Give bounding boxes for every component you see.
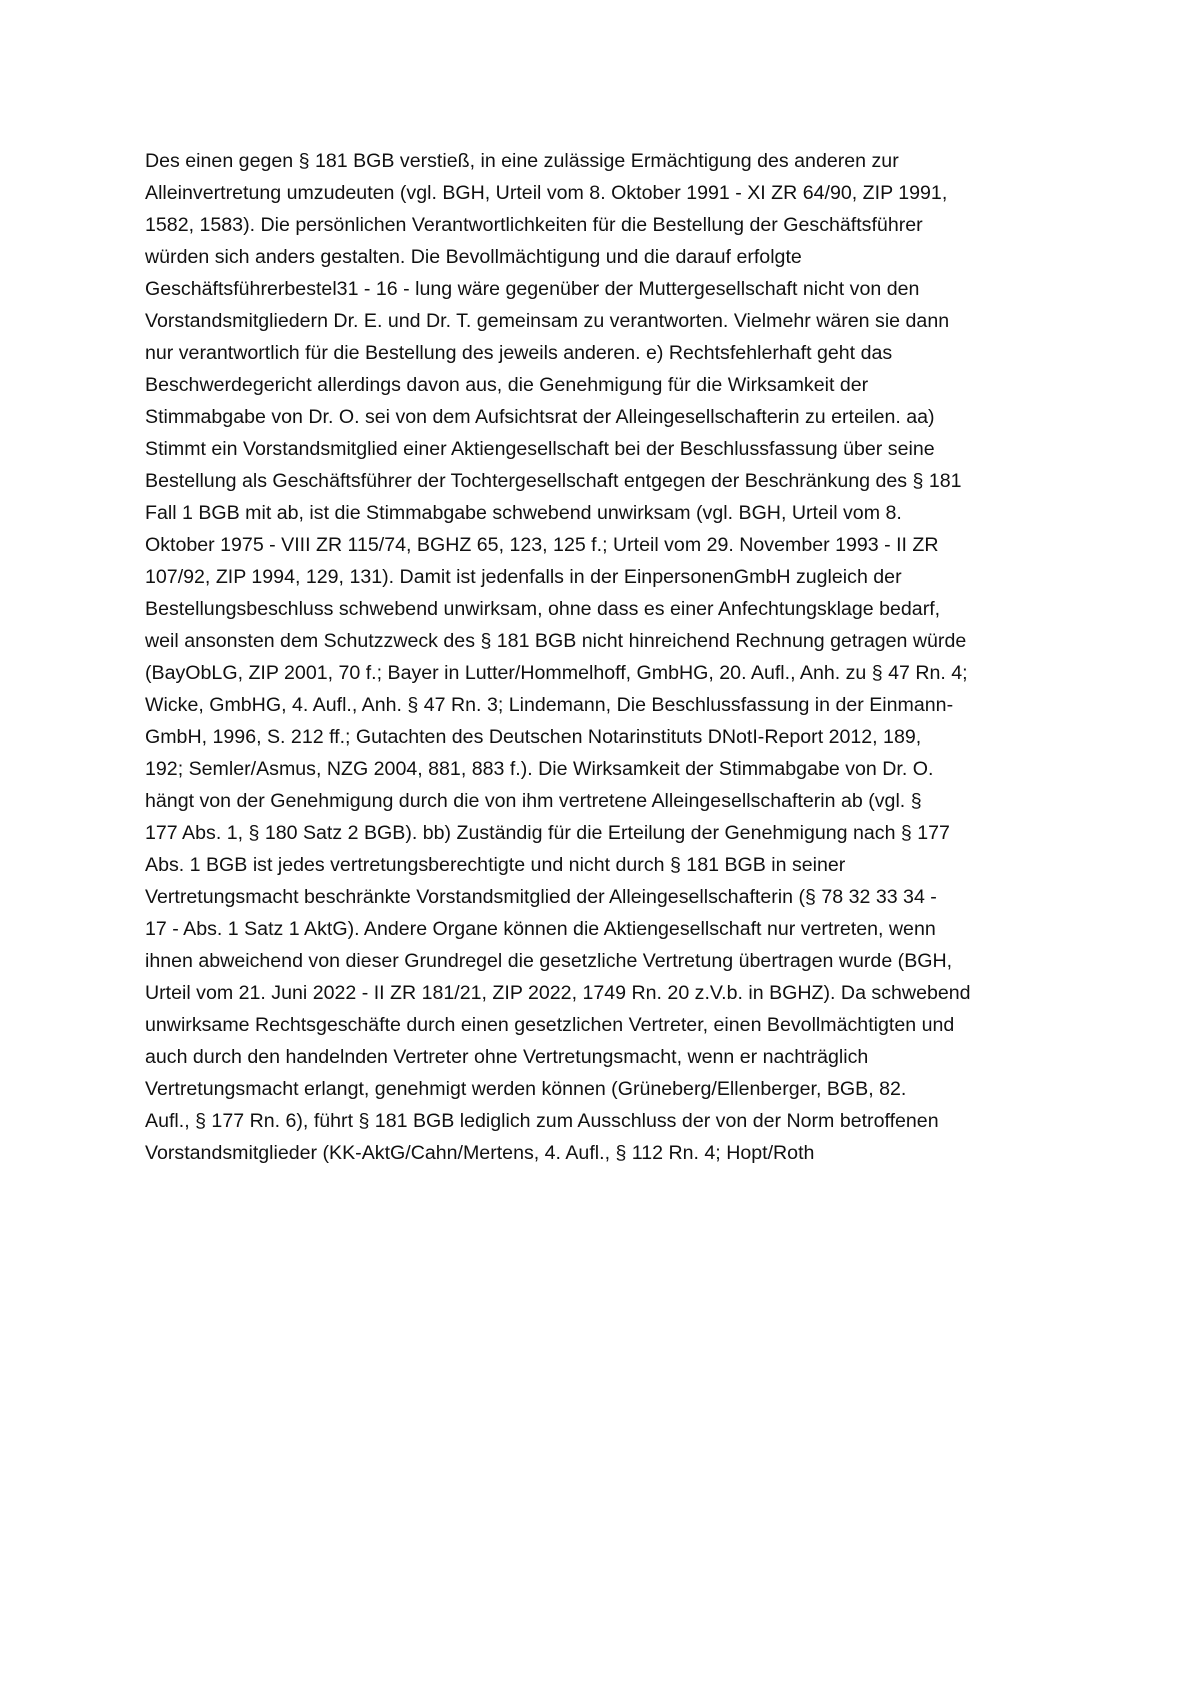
text-line: hängt von der Genehmigung durch die von ihm vertretene Alleingesellschafterin ab (vgl. § [145, 790, 922, 812]
text-line: Stimmt ein Vorstandsmitglied einer Aktiengesellschaft bei der Beschlussfassung über seine [145, 438, 935, 460]
text-line: 17 - Abs. 1 Satz 1 AktG). Andere Organe können die Aktiengesellschaft nur vertreten, wenn [145, 918, 936, 940]
text-line: Fall 1 BGB mit ab, ist die Stimmabgabe schwebend unwirksam (vgl. BGH, Urteil vom 8. [145, 502, 902, 524]
text-line: Vorstandsmitgliedern Dr. E. und Dr. T. gemeinsam zu verantworten. Vielmehr wären sie dann [145, 310, 950, 332]
text-line: 192; Semler/Asmus, NZG 2004, 881, 883 f.). Die Wirksamkeit der Stimmabgabe von Dr. O. [145, 758, 934, 780]
text-line: (BayObLG, ZIP 2001, 70 f.; Bayer in Lutter/Hommelhoff, GmbHG, 20. Aufl., Anh. zu § 47 Rn. 4; [145, 662, 968, 684]
text-line: Vorstandsmitglieder (KK-AktG/Cahn/Mertens, 4. Aufl., § 112 Rn. 4; Hopt/Roth [145, 1142, 815, 1164]
text-line: 177 Abs. 1, § 180 Satz 2 BGB). bb) Zuständig für die Erteilung der Genehmigung nach § 177 [145, 822, 950, 844]
text-line: Abs. 1 BGB ist jedes vertretungsberechtigte und nicht durch § 181 BGB in seiner [145, 854, 846, 876]
text-line: unwirksame Rechtsgeschäfte durch einen gesetzlichen Vertreter, einen Bevollmächtigten und [145, 1014, 955, 1036]
text-line: Geschäftsführerbestel31 - 16 - lung wäre gegenüber der Muttergesellschaft nicht von den [145, 278, 920, 300]
text-line: Alleinvertretung umzudeuten (vgl. BGH, Urteil vom 8. Oktober 1991 - XI ZR 64/90, ZIP 1991, [145, 182, 948, 204]
text-line: Beschwerdegericht allerdings davon aus, die Genehmigung für die Wirksamkeit der [145, 374, 869, 396]
text-line: 107/92, ZIP 1994, 129, 131). Damit ist jedenfalls in der EinpersonenGmbH zugleich der [145, 566, 902, 588]
text-line: 1582, 1583). Die persönlichen Verantwortlichkeiten für die Bestellung der Geschäftsführer [145, 214, 923, 236]
text-line: Vertretungsmacht erlangt, genehmigt werden können (Grüneberg/Ellenberger, BGB, 82. [145, 1078, 907, 1100]
text-line: Bestellung als Geschäftsführer der Tochtergesellschaft entgegen der Beschränkung des § 181 [145, 470, 962, 492]
text-line: Wicke, GmbHG, 4. Aufl., Anh. § 47 Rn. 3; Lindemann, Die Beschlussfassung in der Einmann- [145, 694, 954, 716]
text-line: Stimmabgabe von Dr. O. sei von dem Aufsichtsrat der Alleingesellschafterin zu erteilen. aa) [145, 406, 935, 428]
text-line: Oktober 1975 - VIII ZR 115/74, BGHZ 65, 123, 125 f.; Urteil vom 29. November 1993 - II ZR [145, 534, 939, 556]
body-text [145, 145, 1085, 1169]
text-line: Aufl., § 177 Rn. 6), führt § 181 BGB lediglich zum Ausschluss der von der Norm betroffenen [145, 1110, 939, 1132]
text-line: Vertretungsmacht beschränkte Vorstandsmitglied der Alleingesellschafterin (§ 78 32 33 34 - [145, 886, 937, 908]
text-line: auch durch den handelnden Vertreter ohne Vertretungsmacht, wenn er nachträglich [145, 1046, 869, 1068]
text-line: ihnen abweichend von dieser Grundregel die gesetzliche Vertretung übertragen wurde (BGH, [145, 950, 953, 972]
text-line: weil ansonsten dem Schutzzweck des § 181 BGB nicht hinreichend Rechnung getragen würde [145, 630, 967, 652]
text-line: GmbH, 1996, S. 212 ff.; Gutachten des Deutschen Notarinstituts DNotI-Report 2012, 189, [145, 726, 922, 748]
text-line: Bestellungsbeschluss schwebend unwirksam, ohne dass es einer Anfechtungsklage bedarf, [145, 598, 941, 620]
text-line: Urteil vom 21. Juni 2022 - II ZR 181/21, ZIP 2022, 1749 Rn. 20 z.V.b. in BGHZ). Da schwebend [145, 982, 971, 1004]
text-line: nur verantwortlich für die Bestellung des jeweils anderen. e) Rechtsfehlerhaft geht das [145, 342, 893, 364]
text-line: Des einen gegen § 181 BGB verstieß, in eine zulässige Ermächtigung des anderen zur [145, 150, 899, 172]
text-line: würden sich anders gestalten. Die Bevollmächtigung und die darauf erfolgte [145, 246, 802, 268]
